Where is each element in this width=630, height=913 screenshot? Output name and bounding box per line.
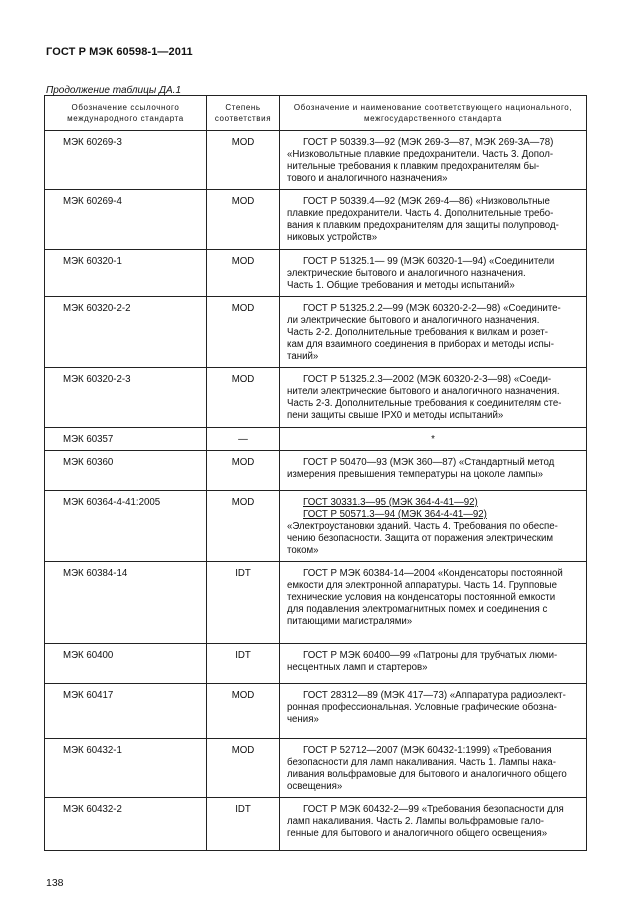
table-row [45,190,587,250]
national-standard-cell [280,368,587,428]
national-standard-text-line: плавкие предохранители. Часть 4. Дополнительные требо- [287,208,554,219]
national-standard-text-line: генные для бытового и аналогичного общего освещения» [287,828,548,839]
table-row [45,131,587,190]
national-standard-text-line: ли электрические бытового и аналогичного назначения. [287,315,540,326]
header-degree: Степень соответствия [207,96,280,131]
national-standard-text-line: для подавления электромагнитных помех и соединения с [287,604,548,615]
table-header [45,96,587,131]
conformity-degree: MOD [207,739,280,798]
intl-standard-code: МЭК 60384-14 [45,562,207,644]
national-standard-text-line: электрические бытового и аналогичного назначения. [287,268,526,279]
national-standard-text-line: таний» [287,351,319,362]
national-standard-text-line: нители электрические бытового и аналогичного назначения. [287,386,560,397]
national-standard-text-line: чению безопасности. Защита от поражения электрическим [287,533,554,544]
national-standard-text-line: Часть 2-2. Дополнительные требования к вилкам и розет- [287,327,548,338]
national-standard-text-line: ГОСТ Р МЭК 60432-2—99 «Требования безопасности для [303,804,564,815]
national-standard-text-line: нительные требования к плавким предохранителям бы- [287,161,540,172]
table-row [45,798,587,851]
national-standard-ref [287,509,579,521]
table-row [45,250,587,297]
conformity-degree: MOD [207,190,280,250]
footnote-marker: * [431,434,435,445]
national-standard-text-line: ГОСТ Р 50339.4—92 (МЭК 269-4—86) «Низковольтные [303,196,550,207]
national-standard-text-line: ливания вольфрамовые для бытового и аналогичного общего [287,769,567,780]
intl-standard-code: МЭК 60320-2-2 [45,297,207,368]
national-standard-cell [280,798,587,851]
conformity-degree: IDT [207,644,280,684]
conformity-degree: MOD [207,451,280,491]
standards-table [44,95,587,851]
national-standard-text-line: ГОСТ Р 50339.3—92 (МЭК 269-3—87, МЭК 269-3А—78) [303,137,554,148]
intl-standard-code: МЭК 60269-3 [45,131,207,190]
header-international-standard: Обозначение ссылочного международного стандарта [45,96,207,131]
table-row [45,451,587,491]
national-standard-text-line: ронная профессиональная. Условные графические обозна- [287,702,557,713]
national-standard-text-line: Часть 1. Общие требования и методы испытаний» [287,280,515,291]
conformity-degree: — [207,428,280,451]
national-standard-text-line: «Электроустановки зданий. Часть 4. Требования по обеспе- [287,521,558,532]
intl-standard-code: МЭК 60320-2-3 [45,368,207,428]
underlined-ref-text: ГОСТ Р 50571.3—94 (МЭК 364-4-41—92) [303,509,487,520]
intl-standard-code: МЭК 60432-2 [45,798,207,851]
national-standard-text-line: безопасности для ламп накаливания. Часть 1. Лампы нака- [287,757,557,768]
intl-standard-code: МЭК 60320-1 [45,250,207,297]
national-standard-text-line: питающими магистралями» [287,616,413,627]
national-standard-text-line: тового и аналогичного назначения» [287,173,448,184]
national-standard-text-line: Часть 2-3. Дополнительные требования к соединителям сте- [287,398,562,409]
conformity-degree: IDT [207,798,280,851]
conformity-degree: IDT [207,562,280,644]
national-standard-text-line: ГОСТ Р 51325.2.3—2002 (МЭК 60320-2-3—98) «Соеди- [303,374,552,385]
conformity-degree: MOD [207,250,280,297]
national-standard-text-line: «Низковольтные плавкие предохранители. Часть 3. Допол- [287,149,554,160]
national-standard-cell [280,250,587,297]
intl-standard-code: МЭК 60360 [45,451,207,491]
national-standard-text-line: пени защиты свыше IPX0 и методы испытаний» [287,410,504,421]
national-standard-cell [280,644,587,684]
intl-standard-code: МЭК 60269-4 [45,190,207,250]
header-national-standard: Обозначение и наименование соответствующего национального, межгосударственного стандарта [280,96,587,131]
national-standard-cell [280,491,587,562]
national-standard-text-line: измерения превышения температуры на цоколе лампы» [287,469,544,480]
intl-standard-code: МЭК 60400 [45,644,207,684]
national-standard-text-line: кам для взаимного соединения в приборах и методы испы- [287,339,554,350]
table-caption: Продолжение таблицы ДА.1 [46,85,182,96]
national-standard-cell [280,562,587,644]
intl-standard-code: МЭК 60364-4-41:2005 [45,491,207,562]
national-standard-cell [280,131,587,190]
intl-standard-code: МЭК 60357 [45,428,207,451]
national-standard-text-line: освещения» [287,781,343,792]
national-standard-cell [280,190,587,250]
national-standard-text-line: емкости для электронной аппаратуры. Часть 14. Групповые [287,580,557,591]
national-standard-text-line: ГОСТ Р 50470—93 (МЭК 360—87) «Стандартный метод [303,457,555,468]
table-row [45,562,587,644]
national-standard-text-line: технические условия на конденсаторы постоянной емкости [287,592,556,603]
national-standard-text-line: ГОСТ Р 51325.1— 99 (МЭК 60320-1—94) «Соединители [303,256,555,267]
conformity-degree: MOD [207,368,280,428]
national-standard-text-line: ГОСТ Р МЭК 60400—99 «Патроны для трубчатых люми- [303,650,558,661]
table-row [45,739,587,798]
national-standard-cell [280,684,587,739]
national-standard-text-line: током» [287,545,319,556]
national-standard-text-line: ГОСТ 28312—89 (МЭК 417—73) «Аппаратура радиоэлект- [303,690,566,701]
table-row [45,644,587,684]
national-standard-text-line: никовых устройств» [287,232,378,243]
intl-standard-code: МЭК 60417 [45,684,207,739]
national-standard-cell [280,428,587,451]
national-standard-text-line: ламп накаливания. Часть 2. Лампы вольфрамовые гало- [287,816,545,827]
table-row [45,428,587,451]
national-standard-text-line: несцентных ламп и стартеров» [287,662,428,673]
header-row [45,96,587,131]
national-standard-text-line: ГОСТ Р 51325.2.2—99 (МЭК 60320-2-2—98) «Соедините- [303,303,561,314]
national-standard-text-line: ГОСТ Р 52712—2007 (МЭК 60432-1:1999) «Требования [303,745,552,756]
table-row [45,368,587,428]
national-standard-text-line: вания к плавким предохранителям для защиты полупровод- [287,220,559,231]
table-row [45,684,587,739]
intl-standard-code: МЭК 60432-1 [45,739,207,798]
conformity-degree: MOD [207,131,280,190]
conformity-degree: MOD [207,684,280,739]
national-standard-cell [280,451,587,491]
national-standard-ref [287,497,579,509]
national-standard-cell [280,739,587,798]
national-standard-text-line: чения» [287,714,319,725]
table-row [45,297,587,368]
table-body [45,131,587,851]
table-row [45,491,587,562]
national-standard-cell [280,297,587,368]
conformity-degree: MOD [207,297,280,368]
document-title: ГОСТ Р МЭК 60598-1—2011 [46,46,193,58]
underlined-ref-text: ГОСТ 30331.3—95 (МЭК 364-4-41—92) [303,497,478,508]
page-number: 138 [46,877,64,889]
conformity-degree: MOD [207,491,280,562]
national-standard-text-line: ГОСТ Р МЭК 60384-14—2004 «Конденсаторы постоянной [303,568,563,579]
